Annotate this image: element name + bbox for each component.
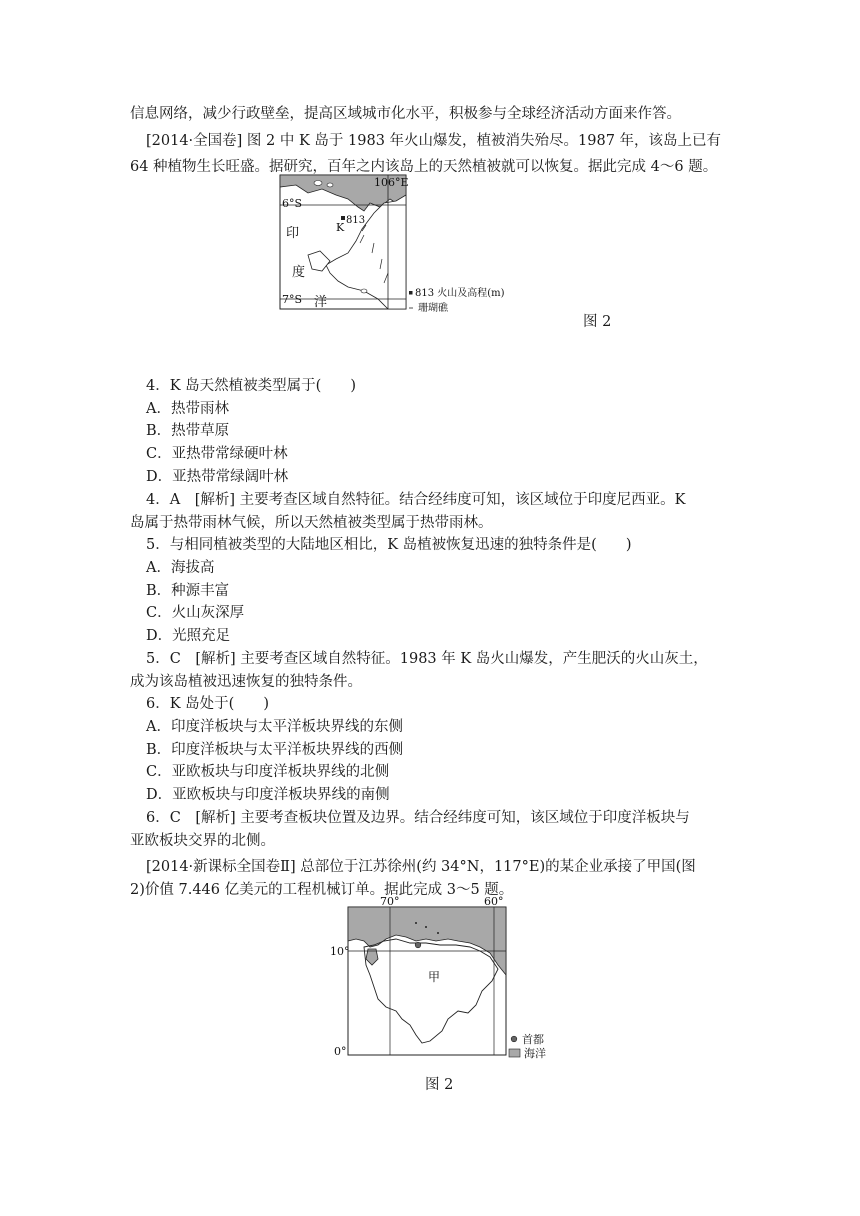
lat-bottom-label: 7°S [282, 293, 303, 306]
q6-stem: 6．K 岛处于( ) [146, 696, 269, 712]
legend-ocean-icon [509, 1049, 520, 1057]
figure-country-jia-map [330, 895, 560, 1069]
q5-option-d: D．光照充足 [146, 628, 231, 644]
small-island [437, 932, 439, 934]
legend-volcano-label: 813 火山及高程(m) [415, 288, 505, 299]
q5-stem: 5．与相同植被类型的大陆地区相比，K 岛植被恢复迅速的独特条件是( ) [146, 537, 632, 553]
figure-k-island-map [278, 173, 518, 322]
legend-capital-label: 首都 [522, 1033, 544, 1046]
q5-option-a: A．海拔高 [146, 560, 215, 576]
q5-answer-line2: 成为该岛植被迅速恢复的独特条件。 [130, 674, 362, 690]
q5-option-b: B．种源丰富 [146, 583, 230, 599]
lat-bottom-label: 0° [334, 1045, 347, 1058]
legend-reef-label: 珊瑚礁 [418, 303, 448, 314]
q4-option-d: D．亚热带常绿阔叶林 [146, 469, 289, 485]
small-island [327, 183, 333, 187]
elevation-label: 813 [346, 215, 366, 226]
section2-lead-line1: [2014·新课标全国卷Ⅱ] 总部位于江苏徐州(约 34°N，117°E)的某企业承接了甲国(图 [146, 859, 696, 875]
sea-char-3: 洋 [314, 295, 328, 310]
small-island [415, 922, 417, 924]
small-island [425, 926, 427, 928]
legend-volcano-icon [409, 291, 413, 295]
lon-label: 106°E [374, 176, 409, 189]
sea-char-1: 印 [286, 226, 300, 241]
legend-ocean-label: 海洋 [524, 1047, 546, 1060]
jia-map-svg [330, 895, 560, 1065]
q6-option-c: C．亚欧板块与印度洋板块界线的北侧 [146, 764, 390, 780]
q6-answer-line2: 亚欧板块交界的北侧。 [130, 833, 275, 849]
figure1-caption: 图 2 [583, 314, 612, 330]
q6-option-d: D．亚欧板块与印度洋板块界线的南侧 [146, 787, 390, 803]
q6-answer-line1: 6．C [解析] 主要考查板块位置及边界。结合经纬度可知，该区域位于印度洋板块与 [146, 810, 690, 826]
lon-left-label: 70° [380, 895, 400, 908]
q5-option-c: C．火山灰深厚 [146, 605, 245, 621]
lat-top-label: 6°S [282, 197, 303, 210]
k-island-map-svg [278, 173, 518, 318]
q5-answer-line1: 5．C [解析] 主要考查区域自然特征。1983 年 K 岛火山爆发，产生肥沃的火山灰土， [146, 651, 708, 667]
lat-top-label: 10° [330, 945, 350, 958]
q4-stem: 4．K 岛天然植被类型属于( ) [146, 378, 356, 394]
sea-char-2: 度 [292, 265, 306, 280]
country-label: 甲 [428, 970, 441, 984]
capital-marker [415, 942, 421, 948]
q6-option-b: B．印度洋板块与太平洋板块界线的西侧 [146, 742, 404, 758]
q4-answer-line1: 4．A [解析] 主要考查区域自然特征。结合经纬度可知，该区域位于印度尼西亚。K [146, 492, 686, 508]
lon-right-label: 60° [484, 895, 504, 908]
q4-answer-line2: 岛属于热带雨林气候，所以天然植被类型属于热带雨林。 [130, 515, 493, 531]
section2-lead-line2: 2)价值 7.446 亿美元的工程机械订单。据此完成 3～5 题。 [130, 882, 514, 898]
small-island [314, 181, 322, 186]
volcano-marker [341, 216, 345, 220]
figure2-caption: 图 2 [425, 1077, 454, 1093]
legend-capital-icon [511, 1036, 517, 1042]
q4-option-a: A．热带雨林 [146, 401, 229, 417]
intro-line: 信息网络，减少行政壁垒，提高区域城市化水平，积极参与全球经济活动方面来作答。 [130, 106, 681, 122]
q6-option-a: A．印度洋板块与太平洋板块界线的东侧 [146, 719, 403, 735]
q4-option-c: C．亚热带常绿硬叶林 [146, 446, 288, 462]
island-label: K [336, 221, 345, 234]
small-island [361, 289, 367, 293]
section1-lead-line2: 64 种植物生长旺盛。据研究，百年之内该岛上的天然植被就可以恢复。据此完成 4～6 题。 [130, 159, 718, 175]
q4-option-b: B．热带草原 [146, 423, 230, 439]
section1-lead-line1: [2014·全国卷] 图 2 中 K 岛于 1983 年火山爆发，植被消失殆尽。1987 年，该岛上已有 [146, 133, 722, 149]
